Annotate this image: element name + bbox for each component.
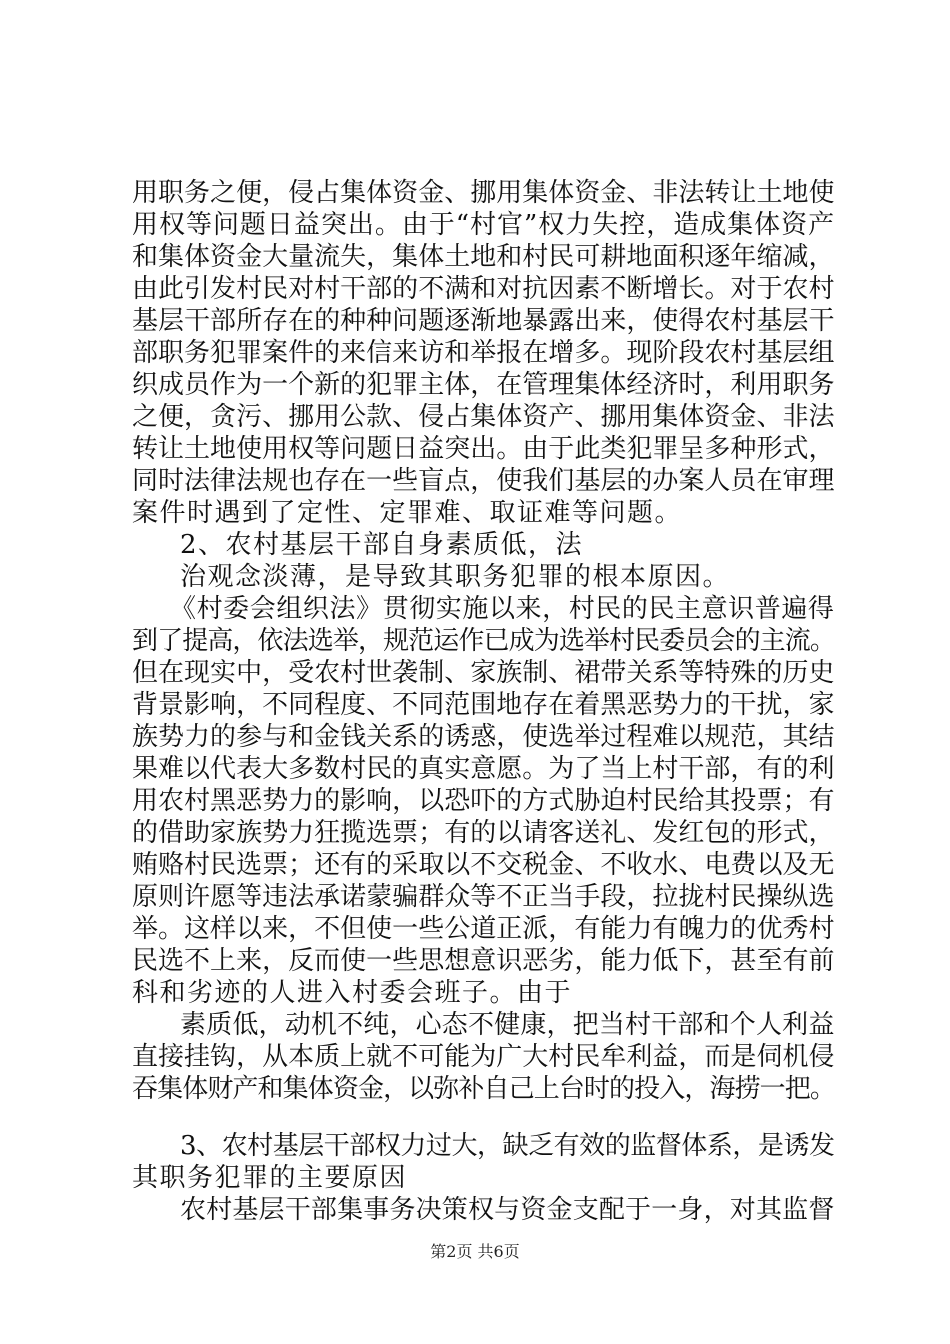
page-number-footer: 第2页 共6页 — [430, 1242, 520, 1261]
text-line: 治观念淡薄，是导致其职务犯罪的根本原因。 — [180, 562, 731, 592]
text-line: 农村基层干部集事务决策权与资金支配于一身，对其监督 — [180, 1195, 835, 1225]
section-heading: 2、农村基层干部自身素质低，法 — [180, 530, 584, 560]
text-line: 贿赂村民选票；还有的采取以不交税金、不收水、电费以及无 — [132, 850, 835, 880]
text-line: 织成员作为一个新的犯罪主体，在管理集体经济时，利用职务 — [132, 370, 835, 400]
text-line: 举。这样以来，不但使一些公道正派，有能力有魄力的优秀村 — [132, 914, 835, 944]
text-line: 用权等问题日益突出。由于“村官”权力失控，造成集体资产 — [132, 210, 836, 240]
text-line: 背景影响，不同程度、不同范围地存在着黑恶势力的干扰，家 — [132, 690, 835, 720]
text-line: 民选不上来，反而使一些思想意识恶劣，能力低下，甚至有前 — [132, 946, 835, 976]
text-line: 其职务犯罪的主要原因 — [132, 1163, 408, 1193]
text-line: 《村委会组织法》贯彻实施以来，村民的民主意识普遍得 — [170, 594, 835, 624]
text-line: 的借助家族势力狂揽选票；有的以请客送礼、发红包的形式， — [132, 818, 835, 848]
text-line: 到了提高，依法选举，规范运作已成为选举村民委员会的主流。 — [132, 626, 836, 656]
text-line: 科和劣迹的人进入村委会班子。由于 — [132, 978, 573, 1008]
section-heading: 3、农村基层干部权力过大，缺乏有效的监督体系，是诱发 — [180, 1131, 835, 1161]
text-line: 果难以代表大多数村民的真实意愿。为了当上村干部，有的利 — [132, 754, 835, 784]
text-line: 用农村黑恶势力的影响，以恐吓的方式胁迫村民给其投票；有 — [132, 786, 835, 816]
text-line: 吞集体财产和集体资金，以弥补自己上台时的投入，海捞一把。 — [132, 1074, 836, 1104]
text-line: 原则许愿等违法承诺蒙骗群众等不正当手段，拉拢村民操纵选 — [132, 882, 835, 912]
text-line: 案件时遇到了定性、定罪难、取证难等问题。 — [132, 498, 683, 528]
text-line: 族势力的参与和金钱关系的诱惑，使选举过程难以规范，其结 — [132, 722, 835, 752]
text-line: 但在现实中，受农村世袭制、家族制、裙带关系等特殊的历史 — [132, 658, 835, 688]
text-line: 素质低，动机不纯，心态不健康，把当村干部和个人利益 — [180, 1010, 835, 1040]
text-line: 用职务之便，侵占集体资金、挪用集体资金、非法转让土地使 — [132, 178, 835, 208]
text-line: 转让土地使用权等问题日益突出。由于此类犯罪呈多种形式， — [132, 434, 835, 464]
text-line: 由此引发村民对村干部的不满和对抗因素不断增长。对于农村 — [132, 274, 835, 304]
text-line: 同时法律法规也存在一些盲点，使我们基层的办案人员在审理 — [132, 466, 835, 496]
text-line: 基层干部所存在的种种问题逐渐地暴露出来，使得农村基层干 — [132, 306, 835, 336]
text-line: 之便，贪污、挪用公款、侵占集体资产、挪用集体资金、非法 — [132, 402, 835, 432]
text-line: 部职务犯罪案件的来信来访和举报在增多。现阶段农村基层组 — [132, 338, 835, 368]
text-line: 直接挂钩，从本质上就不可能为广大村民牟利益，而是伺机侵 — [132, 1042, 835, 1072]
text-line: 和集体资金大量流失，集体土地和村民可耕地面积逐年缩减， — [132, 242, 835, 272]
